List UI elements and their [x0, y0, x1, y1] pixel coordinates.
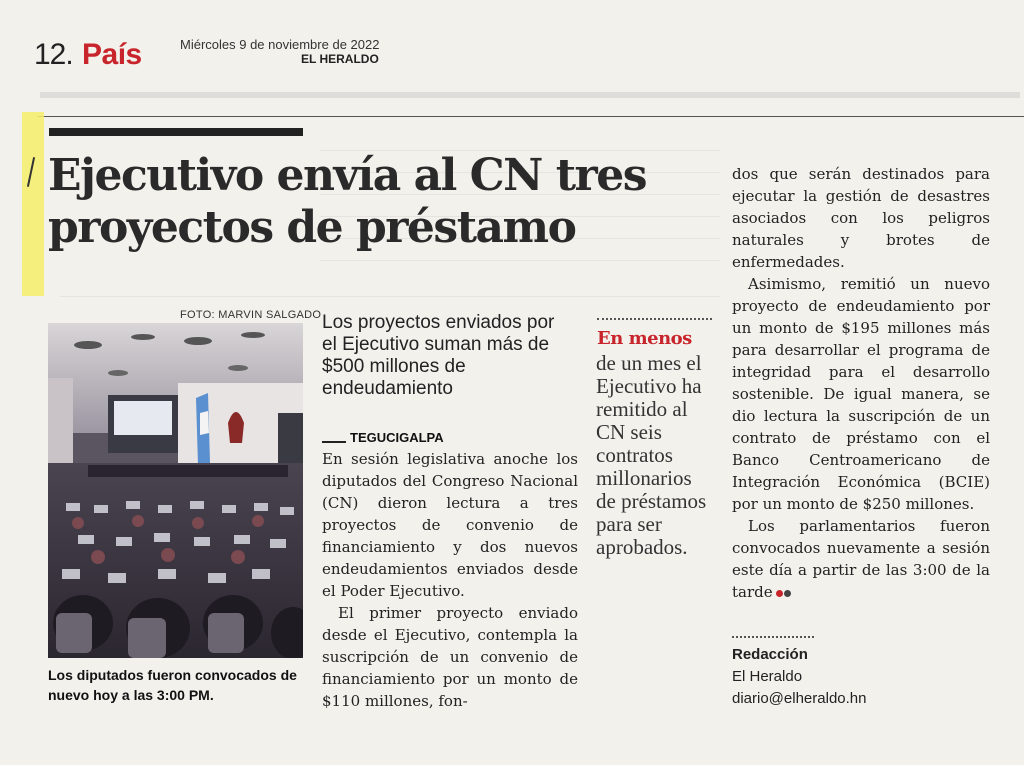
end-mark-icon [776, 590, 783, 597]
end-mark-icon [784, 590, 791, 597]
article-column-1 [322, 448, 578, 712]
pull-quote-title: En menos [597, 328, 692, 349]
paragraph [732, 515, 990, 603]
headline: Ejecutivo envía al CN tres proyectos de préstamo [48, 150, 646, 253]
byline [732, 644, 866, 710]
page-number: 12. [34, 38, 73, 71]
paragraph: dos que serán destinados para ejecutar la gestión de desastres asociados con los peligros naturales y brotes de enfermedades. [732, 165, 990, 271]
dateline: TEGUCIGALPA [350, 430, 444, 445]
pull-quote-rule [597, 318, 712, 320]
section-name: País [82, 38, 142, 71]
paragraph-text: Los parlamentarios fueron convocados nuevamente a sesión este día a partir de las 3:00 de la tarde [732, 517, 990, 601]
byline-outlet: El Heraldo [732, 668, 803, 685]
dateline-bar [322, 441, 346, 443]
header-rule [38, 116, 1024, 117]
article-column-3 [732, 163, 990, 603]
congress-session-photo [48, 323, 303, 658]
paragraph: El primer proyecto enviado desde el Ejecutivo, contempla la suscripción de un convenio de financiamiento por un monto de $110 millones, fon- [322, 604, 578, 710]
byline-label: Redacción [732, 646, 808, 663]
pull-quote-text: de un mes el Ejecutivo ha remitido al CN seis contratos millonarios de préstamos para ser aprobados. [596, 351, 707, 559]
byline-email: diario@elheraldo.hn [732, 690, 867, 707]
paragraph: Asimismo, remitió un nuevo proyecto de endeudamiento por un monto de $195 millones más para desarrollar el programa de integridad para el desarrollo sostenible. De igual manera, se dio lectura la suscripción de un contrato de préstamo con el Banco Centroamericano de Integración Económica (BCIE) por un monto de $250 millones. [732, 275, 990, 513]
issue-date: Miércoles 9 de noviembre de 2022 [180, 37, 380, 52]
photo-caption: Los diputados fueron convocados de nuevo hoy a las 3:00 PM. [48, 667, 297, 703]
headline-bar [49, 128, 303, 136]
byline-rule [732, 636, 814, 638]
highlighter-mark [22, 112, 44, 296]
newspaper-name: EL HERALDO [301, 52, 379, 66]
paragraph: En sesión legislativa anoche los diputados del Congreso Nacional (CN) dieron lectura a tres proyectos de convenio de financiamiento y dos nuevos endeudamientos enviados desde el Poder Ejecutivo. [322, 450, 578, 600]
article-deck: Los proyectos enviados por el Ejecutivo suman más de $500 millones de endeudamiento [322, 312, 555, 399]
photo-credit: FOTO: MARVIN SALGADO [180, 309, 322, 321]
